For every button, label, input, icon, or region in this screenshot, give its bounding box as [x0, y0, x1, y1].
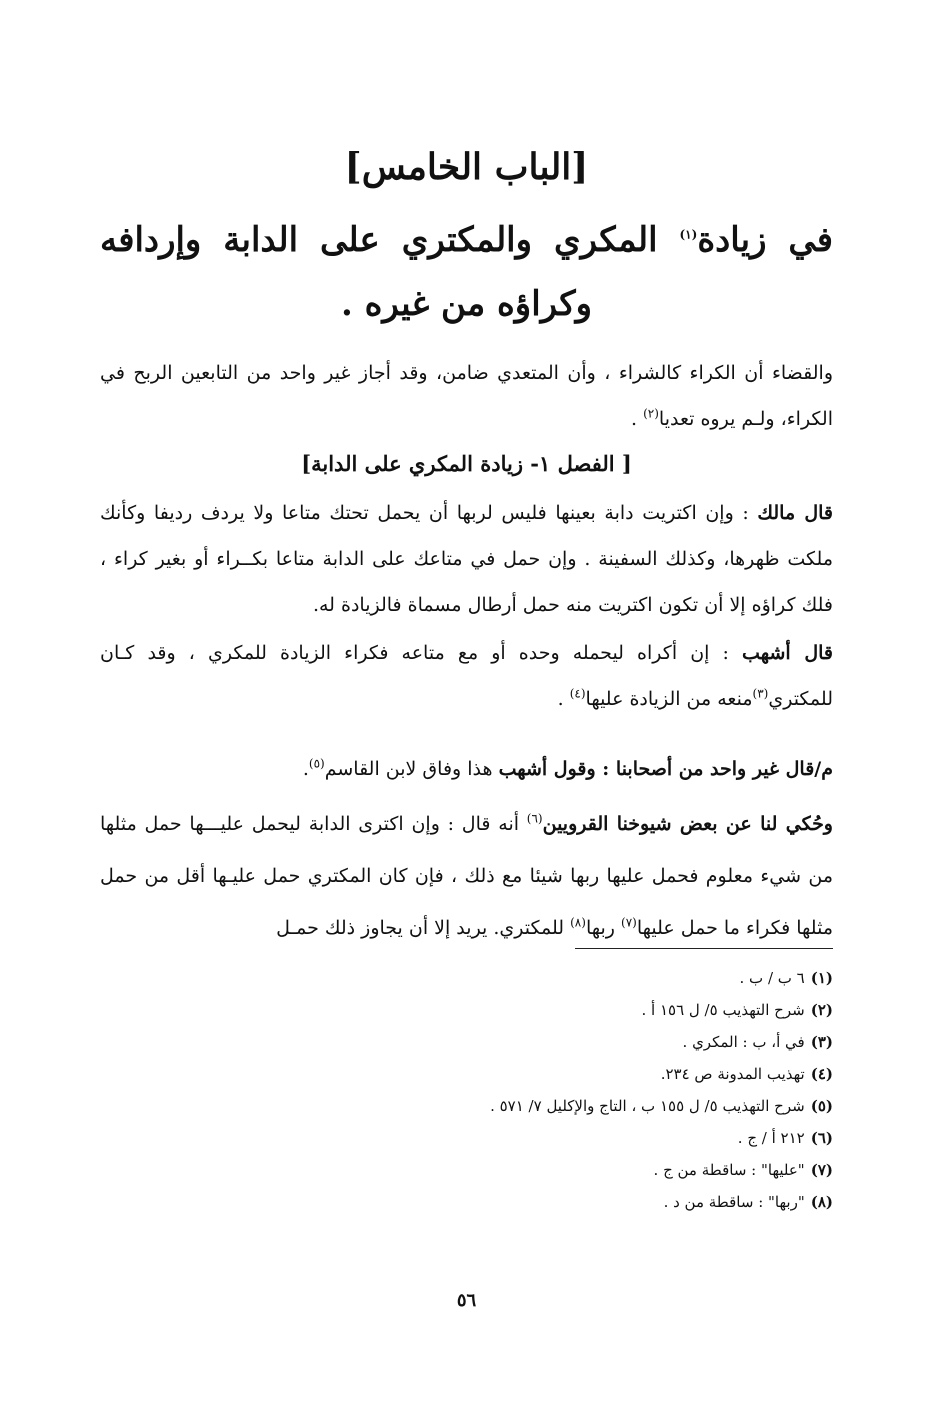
paragraph-text-2: ربها [585, 917, 621, 939]
footnote-number: (٥) [810, 1097, 833, 1115]
paragraph-text: : إن أكراه ليحمله وحده أو مع متاعه فكراء الزيادة للمكري ، وقد كـان للمكتري [100, 642, 833, 710]
title-part-1: في زيادة [697, 220, 834, 260]
footnote-text: تهذيب المدونة ص ٢٣٤. [660, 1065, 805, 1083]
footnote-item [100, 1122, 833, 1154]
footnote-number: (١) [810, 969, 833, 987]
speaker-label: قال أشهب [742, 642, 833, 664]
footnote-ref: (٥) [308, 756, 325, 771]
chapter-heading: [الباب الخامس] [344, 146, 589, 188]
footnote-item [100, 1090, 833, 1122]
footnote-ref: (١) [679, 227, 698, 242]
paragraph-end: . [557, 688, 570, 710]
page-title [100, 208, 833, 336]
footnote-number: (٦) [810, 1129, 833, 1147]
footnote-text: ٦ ب / ب . [739, 969, 805, 987]
footnote-item [100, 962, 833, 994]
footnote-ref: (٣) [752, 686, 769, 701]
footnote-item [100, 994, 833, 1026]
footnote-text: ٢١٢ أ / ج . [737, 1129, 805, 1147]
speaker-label: وحُكي لنا عن بعض شيوخنا القرويين [542, 813, 833, 835]
paragraph-text: هذا وفاق لابن القاسم [324, 758, 499, 780]
footnote-text: شرح التهذيب ٥/ ل ١٥٥ ب ، التاج والإكليل ٧/ ٥٧١ . [490, 1097, 805, 1115]
footnotes-list [100, 962, 833, 1218]
hukiya-paragraph [100, 798, 833, 954]
footnote-text: شرح التهذيب ٥/ ل ١٥٦ أ . [641, 1001, 805, 1019]
footnote-text: في أ، ب : المكري . [682, 1033, 805, 1051]
m-paragraph [100, 746, 833, 792]
footnote-divider [575, 948, 833, 949]
footnote-item [100, 1026, 833, 1058]
intro-end: . [630, 408, 644, 430]
footnote-item [100, 1154, 833, 1186]
footnote-text: "عليها" : ساقطة من ج . [653, 1161, 805, 1179]
footnote-number: (٣) [810, 1033, 833, 1051]
footnote-item [100, 1186, 833, 1218]
paragraph-text: أنه قال : وإن اكترى الدابة ليحمل عليـــها حمل مثلها من شيء معلوم فحمل عليها ربها شيئا مع ذلك ، فإن كان المكتري حمل عليـها أقل من حمل مثلها فكراء ما حمل عليها [100, 813, 833, 939]
footnote-number: (٨) [810, 1193, 833, 1211]
page-number: ٥٦ [456, 1290, 477, 1311]
paragraph-end: . [302, 758, 309, 780]
footnote-item [100, 1058, 833, 1090]
malik-paragraph [100, 490, 833, 628]
footnote-number: (٢) [810, 1001, 833, 1019]
title-part-2: المكري والمكتري على الدابة وإردافه وكراؤه من غيره . [100, 220, 680, 324]
footnote-ref: (٦) [526, 811, 543, 826]
footnote-number: (٤) [810, 1065, 833, 1083]
paragraph-text-3: للمكتري. يريد إلا أن يجاوز ذلك حمـل [276, 917, 571, 939]
intro-paragraph [100, 350, 833, 442]
intro-text: والقضاء أن الكراء كالشراء ، وأن المتعدي ضامن، وقد أجاز غير واحد من التابعين الربح في الكراء، ولـم يروه تعديا [100, 362, 833, 430]
paragraph-text-2: منعه من الزيادة عليها [585, 688, 753, 710]
footnote-number: (٧) [810, 1161, 833, 1179]
speaker-label: قال مالك [757, 502, 834, 524]
footnote-ref: (٤) [569, 686, 586, 701]
paragraph-text: : وإن اكتريت دابة بعينها فليس لربها أن يحمل تحتك متاعا ولا يردف رديفا وكأنك ملكت ظهرها، وكذلك السفينة . وإن حمل في متاعك على الدابة متاعا بكــراء أو بغير كراء ، فلك كراؤه إلا أن تكون اكتريت منه حمل أرطال مسماة فالزيادة له. [100, 502, 833, 616]
footnote-ref: (٨) [570, 915, 586, 930]
speaker-label: م/قال غير واحد من أصحابنا : وقول أشهب [498, 758, 833, 780]
footnote-ref: (٢) [643, 406, 659, 421]
ashhab-paragraph [100, 630, 833, 722]
section-heading: [ الفصل ١- زيادة المكري على الدابة] [301, 451, 632, 476]
footnote-text: "ربها" : ساقطة من د . [663, 1193, 805, 1211]
footnote-ref: (٧) [621, 915, 637, 930]
